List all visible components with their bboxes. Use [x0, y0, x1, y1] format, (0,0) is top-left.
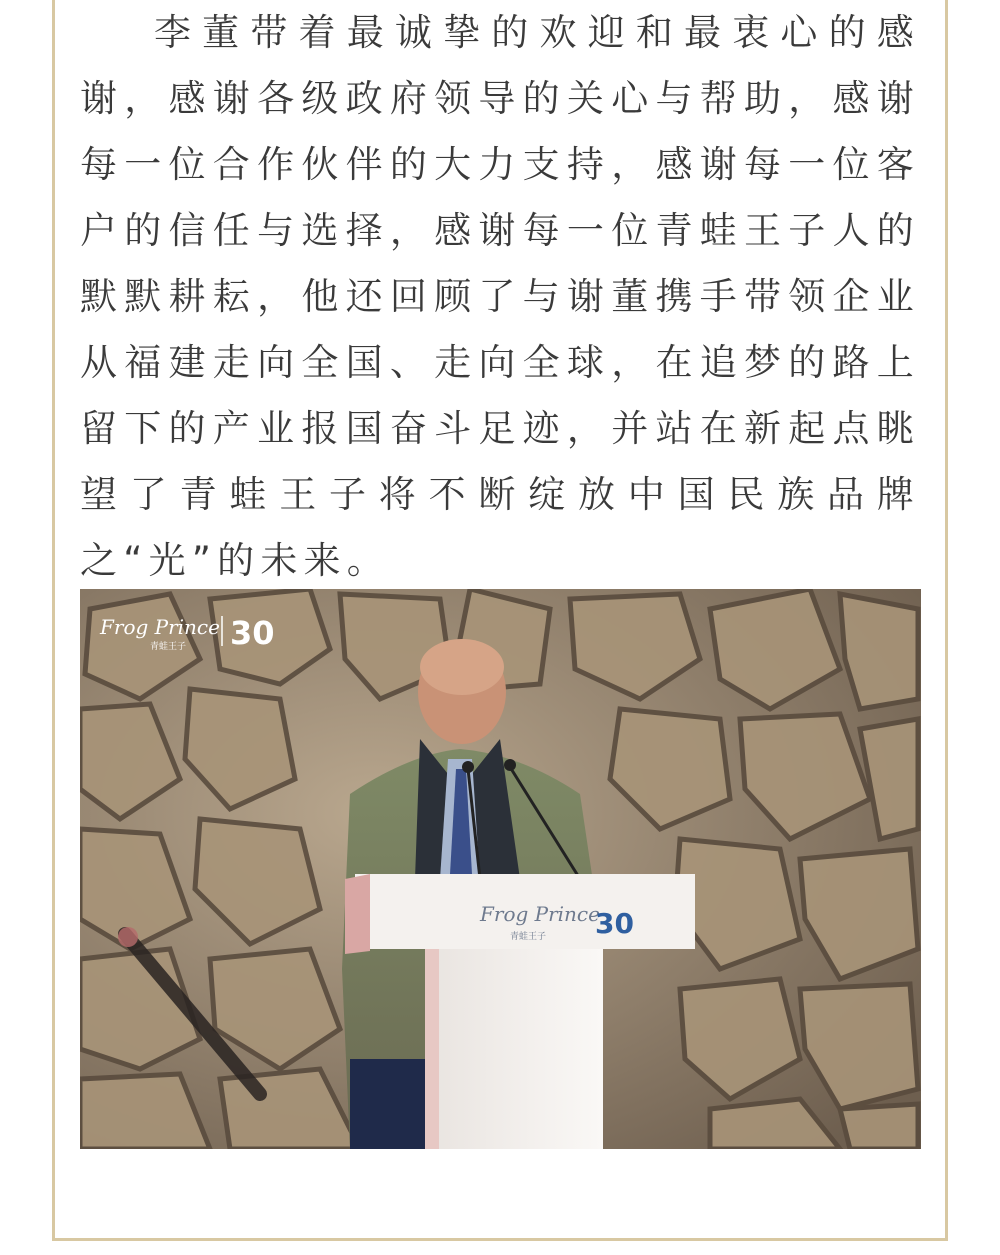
- article-body: [80, 0, 920, 594]
- podium-number: 30: [595, 907, 634, 940]
- article-paragraph: 李董带着最诚挚的欢迎和最衷心的感谢，感谢各级政府领导的关心与帮助，感谢每一位合作伙伴的大力支持，感谢每一位客户的信任与选择，感谢每一位青蛙王子人的默默耕耘，他还回顾了与谢董携手带领企业从福建走向全国、走向全球，在追梦的路上留下的产业报国奋斗足迹，并站在新起点眺望了青蛙王子将不断绽放中国民族品牌之“光”的未来。: [80, 11, 920, 582]
- speech-photo-illustration: [80, 589, 921, 1149]
- podium-brand-cn: 青蛙王子: [510, 932, 547, 942]
- speech-photo: [80, 589, 921, 1149]
- watermark-brand-cn: 青蛙王子: [150, 642, 187, 652]
- watermark-brand: Frog Prince: [100, 615, 220, 639]
- podium-brand: Frog Prince: [480, 902, 600, 926]
- watermark-number: 30: [230, 614, 275, 652]
